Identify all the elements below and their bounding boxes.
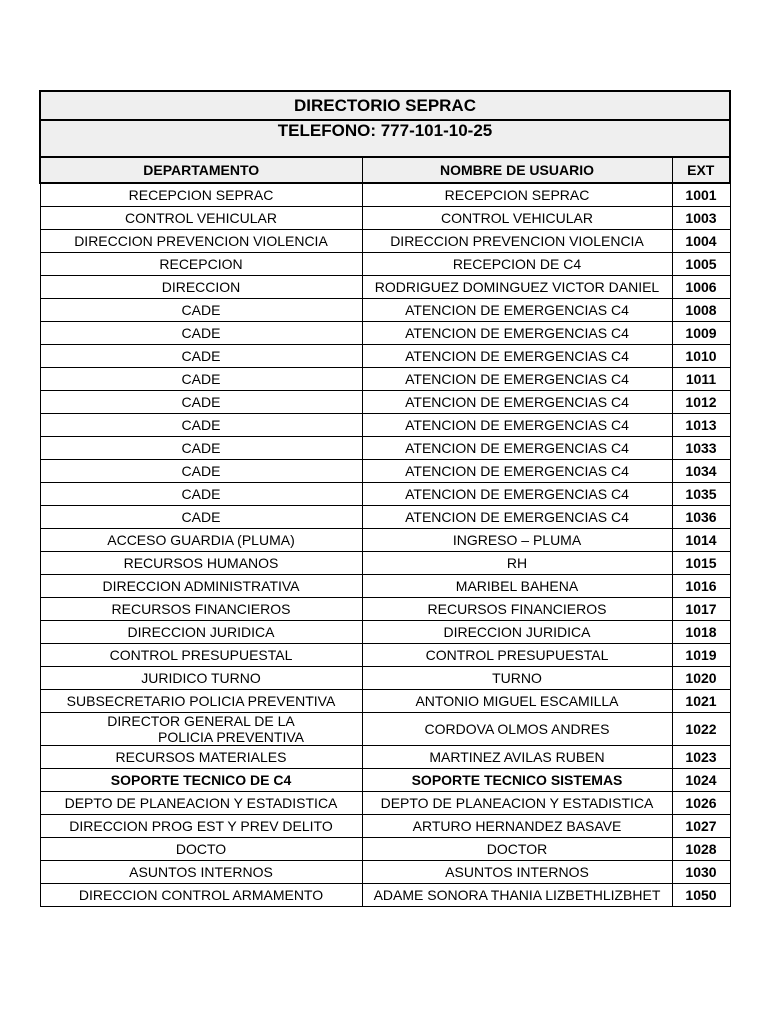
cell-departamento: DIRECCION [40,276,362,299]
cell-departamento: JURIDICO TURNO [40,667,362,690]
title-row [40,91,730,120]
cell-nombre-de-usuario: DOCTOR [362,838,672,861]
cell-nombre-de-usuario: RECEPCION SEPRAC [362,183,672,207]
cell-nombre-de-usuario: TURNO [362,667,672,690]
table-row [40,575,730,598]
table-row [40,322,730,345]
cell-departamento-line1: DIRECTOR GENERAL DE LA [107,713,295,729]
column-header-nombre-de-usuario: NOMBRE DE USUARIO [362,157,672,183]
table-row [40,368,730,391]
table-row [40,690,730,713]
cell-nombre-de-usuario: ASUNTOS INTERNOS [362,861,672,884]
cell-ext: 1028 [672,838,730,861]
cell-nombre-de-usuario: ATENCION DE EMERGENCIAS C4 [362,437,672,460]
cell-ext: 1026 [672,792,730,815]
cell-departamento: DIRECCION ADMINISTRATIVA [40,575,362,598]
cell-departamento: RECURSOS HUMANOS [40,552,362,575]
cell-ext: 1030 [672,861,730,884]
cell-nombre-de-usuario: ATENCION DE EMERGENCIAS C4 [362,483,672,506]
cell-ext: 1024 [672,769,730,792]
cell-nombre-de-usuario: MARTINEZ AVILAS RUBEN [362,746,672,769]
table-row [40,230,730,253]
cell-departamento-line2: POLICIA PREVENTIVA [157,729,304,745]
table-row [40,769,730,792]
table-row [40,299,730,322]
directory-table [39,90,731,907]
table-row [40,552,730,575]
cell-nombre-de-usuario: ATENCION DE EMERGENCIAS C4 [362,460,672,483]
cell-ext: 1022 [672,713,730,746]
cell-departamento: DIRECCION PREVENCION VIOLENCIA [40,230,362,253]
cell-departamento: CADE [40,299,362,322]
cell-ext: 1003 [672,207,730,230]
cell-ext: 1001 [672,183,730,207]
cell-ext: 1036 [672,506,730,529]
table-row [40,746,730,769]
table-row [40,621,730,644]
table-row [40,276,730,299]
table-row [40,345,730,368]
table-row [40,644,730,667]
cell-departamento: CADE [40,506,362,529]
table-row [40,253,730,276]
table-row [40,391,730,414]
cell-ext: 1006 [672,276,730,299]
cell-nombre-de-usuario: ANTONIO MIGUEL ESCAMILLA [362,690,672,713]
cell-departamento: RECURSOS MATERIALES [40,746,362,769]
table-row [40,437,730,460]
cell-nombre-de-usuario: ATENCION DE EMERGENCIAS C4 [362,506,672,529]
cell-ext: 1021 [672,690,730,713]
cell-departamento: CADE [40,368,362,391]
cell-ext: 1013 [672,414,730,437]
cell-ext: 1004 [672,230,730,253]
cell-ext: 1050 [672,884,730,907]
phone-number: TELEFONO: 777-101-10-25 [40,120,730,157]
cell-nombre-de-usuario: SOPORTE TECNICO SISTEMAS [362,769,672,792]
cell-nombre-de-usuario: ARTURO HERNANDEZ BASAVE [362,815,672,838]
cell-nombre-de-usuario: CONTROL PRESUPUESTAL [362,644,672,667]
table-row [40,414,730,437]
cell-nombre-de-usuario: INGRESO – PLUMA [362,529,672,552]
cell-departamento: DIRECCION PROG EST Y PREV DELITO [40,815,362,838]
phone-row [40,120,730,157]
column-header-departamento: DEPARTAMENTO [40,157,362,183]
cell-ext: 1012 [672,391,730,414]
cell-ext: 1027 [672,815,730,838]
cell-ext: 1016 [672,575,730,598]
cell-departamento: CADE [40,460,362,483]
cell-departamento: SOPORTE TECNICO DE C4 [40,769,362,792]
table-row [40,506,730,529]
cell-ext: 1011 [672,368,730,391]
cell-departamento: CADE [40,345,362,368]
cell-departamento: DEPTO DE PLANEACION Y ESTADISTICA [40,792,362,815]
cell-ext: 1020 [672,667,730,690]
cell-nombre-de-usuario: RODRIGUEZ DOMINGUEZ VICTOR DANIEL [362,276,672,299]
cell-ext: 1009 [672,322,730,345]
cell-ext: 1014 [672,529,730,552]
cell-departamento: CADE [40,483,362,506]
table-row [40,183,730,207]
cell-ext: 1033 [672,437,730,460]
column-header-ext: EXT [672,157,730,183]
cell-nombre-de-usuario: ATENCION DE EMERGENCIAS C4 [362,368,672,391]
cell-departamento [40,713,362,746]
table-row [40,792,730,815]
cell-departamento: RECEPCION [40,253,362,276]
cell-departamento: CADE [40,391,362,414]
table-row [40,483,730,506]
column-header-row [40,157,730,183]
cell-nombre-de-usuario: CORDOVA OLMOS ANDRES [362,713,672,746]
cell-nombre-de-usuario: DIRECCION PREVENCION VIOLENCIA [362,230,672,253]
cell-nombre-de-usuario: MARIBEL BAHENA [362,575,672,598]
table-row [40,815,730,838]
cell-nombre-de-usuario: CONTROL VEHICULAR [362,207,672,230]
cell-departamento: DOCTO [40,838,362,861]
table-row [40,667,730,690]
cell-nombre-de-usuario: ATENCION DE EMERGENCIAS C4 [362,345,672,368]
table-row [40,460,730,483]
cell-ext: 1034 [672,460,730,483]
table-row [40,838,730,861]
cell-ext: 1008 [672,299,730,322]
cell-nombre-de-usuario: ADAME SONORA THANIA LIZBETHLIZBHET [362,884,672,907]
cell-nombre-de-usuario: ATENCION DE EMERGENCIAS C4 [362,299,672,322]
cell-ext: 1018 [672,621,730,644]
cell-departamento: SUBSECRETARIO POLICIA PREVENTIVA [40,690,362,713]
table-row [40,529,730,552]
page-title: DIRECTORIO SEPRAC [40,91,730,120]
cell-departamento: RECURSOS FINANCIEROS [40,598,362,621]
cell-departamento: CADE [40,437,362,460]
cell-ext: 1017 [672,598,730,621]
cell-departamento: CADE [40,414,362,437]
cell-departamento: ASUNTOS INTERNOS [40,861,362,884]
table-row [40,884,730,907]
cell-ext: 1035 [672,483,730,506]
cell-nombre-de-usuario: RECURSOS FINANCIEROS [362,598,672,621]
cell-departamento: CONTROL VEHICULAR [40,207,362,230]
cell-nombre-de-usuario: DIRECCION JURIDICA [362,621,672,644]
table-row [40,207,730,230]
cell-nombre-de-usuario: RH [362,552,672,575]
table-row [40,598,730,621]
cell-nombre-de-usuario: ATENCION DE EMERGENCIAS C4 [362,414,672,437]
cell-nombre-de-usuario: DEPTO DE PLANEACION Y ESTADISTICA [362,792,672,815]
cell-nombre-de-usuario: ATENCION DE EMERGENCIAS C4 [362,391,672,414]
cell-departamento: DIRECCION CONTROL ARMAMENTO [40,884,362,907]
cell-departamento: ACCESO GUARDIA (PLUMA) [40,529,362,552]
cell-ext: 1023 [672,746,730,769]
cell-ext: 1010 [672,345,730,368]
table-row [40,713,730,746]
cell-departamento: CADE [40,322,362,345]
cell-departamento: DIRECCION JURIDICA [40,621,362,644]
cell-departamento: CONTROL PRESUPUESTAL [40,644,362,667]
cell-ext: 1019 [672,644,730,667]
table-row [40,861,730,884]
cell-ext: 1015 [672,552,730,575]
cell-ext: 1005 [672,253,730,276]
cell-departamento: RECEPCION SEPRAC [40,183,362,207]
cell-nombre-de-usuario: ATENCION DE EMERGENCIAS C4 [362,322,672,345]
cell-nombre-de-usuario: RECEPCION DE C4 [362,253,672,276]
